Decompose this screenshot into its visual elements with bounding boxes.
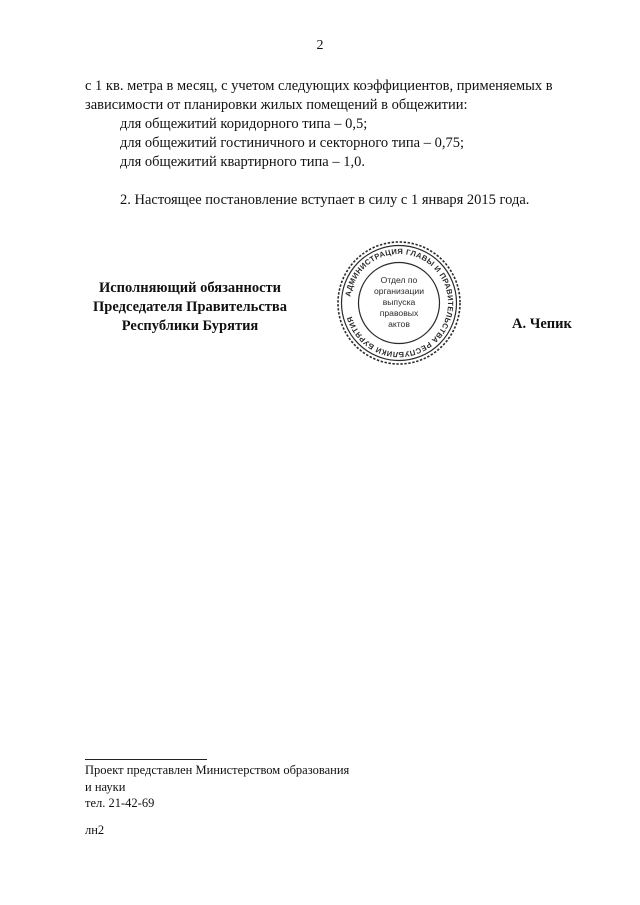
stamp-center-line: выпуска xyxy=(382,297,416,307)
stamp-center-line: Отдел по xyxy=(380,275,418,285)
stamp-center-line: правовых xyxy=(379,308,419,318)
footer-line: и науки xyxy=(85,779,126,794)
page-number: 2 xyxy=(316,38,324,53)
footer-line: Проект представлен Министерством образования xyxy=(85,763,350,777)
signatory-title xyxy=(85,279,295,336)
footer-line: тел. 21-42-69 xyxy=(85,796,155,810)
paragraph-line: с 1 кв. метра в месяц, с учетом следующих коэффициентов, применяемых в xyxy=(85,78,553,94)
list-item: для общежитий гостиничного и секторного типа – 0,75; xyxy=(120,135,465,151)
footer-divider xyxy=(85,759,207,760)
paragraph-coefficients xyxy=(85,77,575,172)
paragraph-effective-date xyxy=(85,191,575,210)
stamp-center-line: организации xyxy=(373,286,425,296)
stamp-center-line: актов xyxy=(388,319,410,329)
list-item: для общежитий коридорного типа – 0,5; xyxy=(120,116,368,132)
stamp-ring-text: АДМИНИСТРАЦИЯ ГЛАВЫ И ПРАВИТЕЛЬСТВА РЕСПУБЛИКИ БУРЯТИЯ xyxy=(343,246,456,360)
paragraph-line: 2. Настоящее постановление вступает в силу с 1 января 2015 года. xyxy=(120,192,530,208)
signatory-title-line: Исполняющий обязанности xyxy=(98,280,282,296)
document-code: лн2 xyxy=(85,823,105,837)
signatory-name: А. Чепик xyxy=(512,316,572,332)
paragraph-line: зависимости от планировки жилых помещений в общежитии: xyxy=(85,97,468,113)
signatory-title-line: Республики Бурятия xyxy=(121,318,259,334)
footer-note xyxy=(85,762,349,812)
list-item: для общежитий квартирного типа – 1,0. xyxy=(120,154,365,170)
official-stamp xyxy=(336,240,462,366)
signatory-title-line: Председателя Правительства xyxy=(93,299,287,315)
